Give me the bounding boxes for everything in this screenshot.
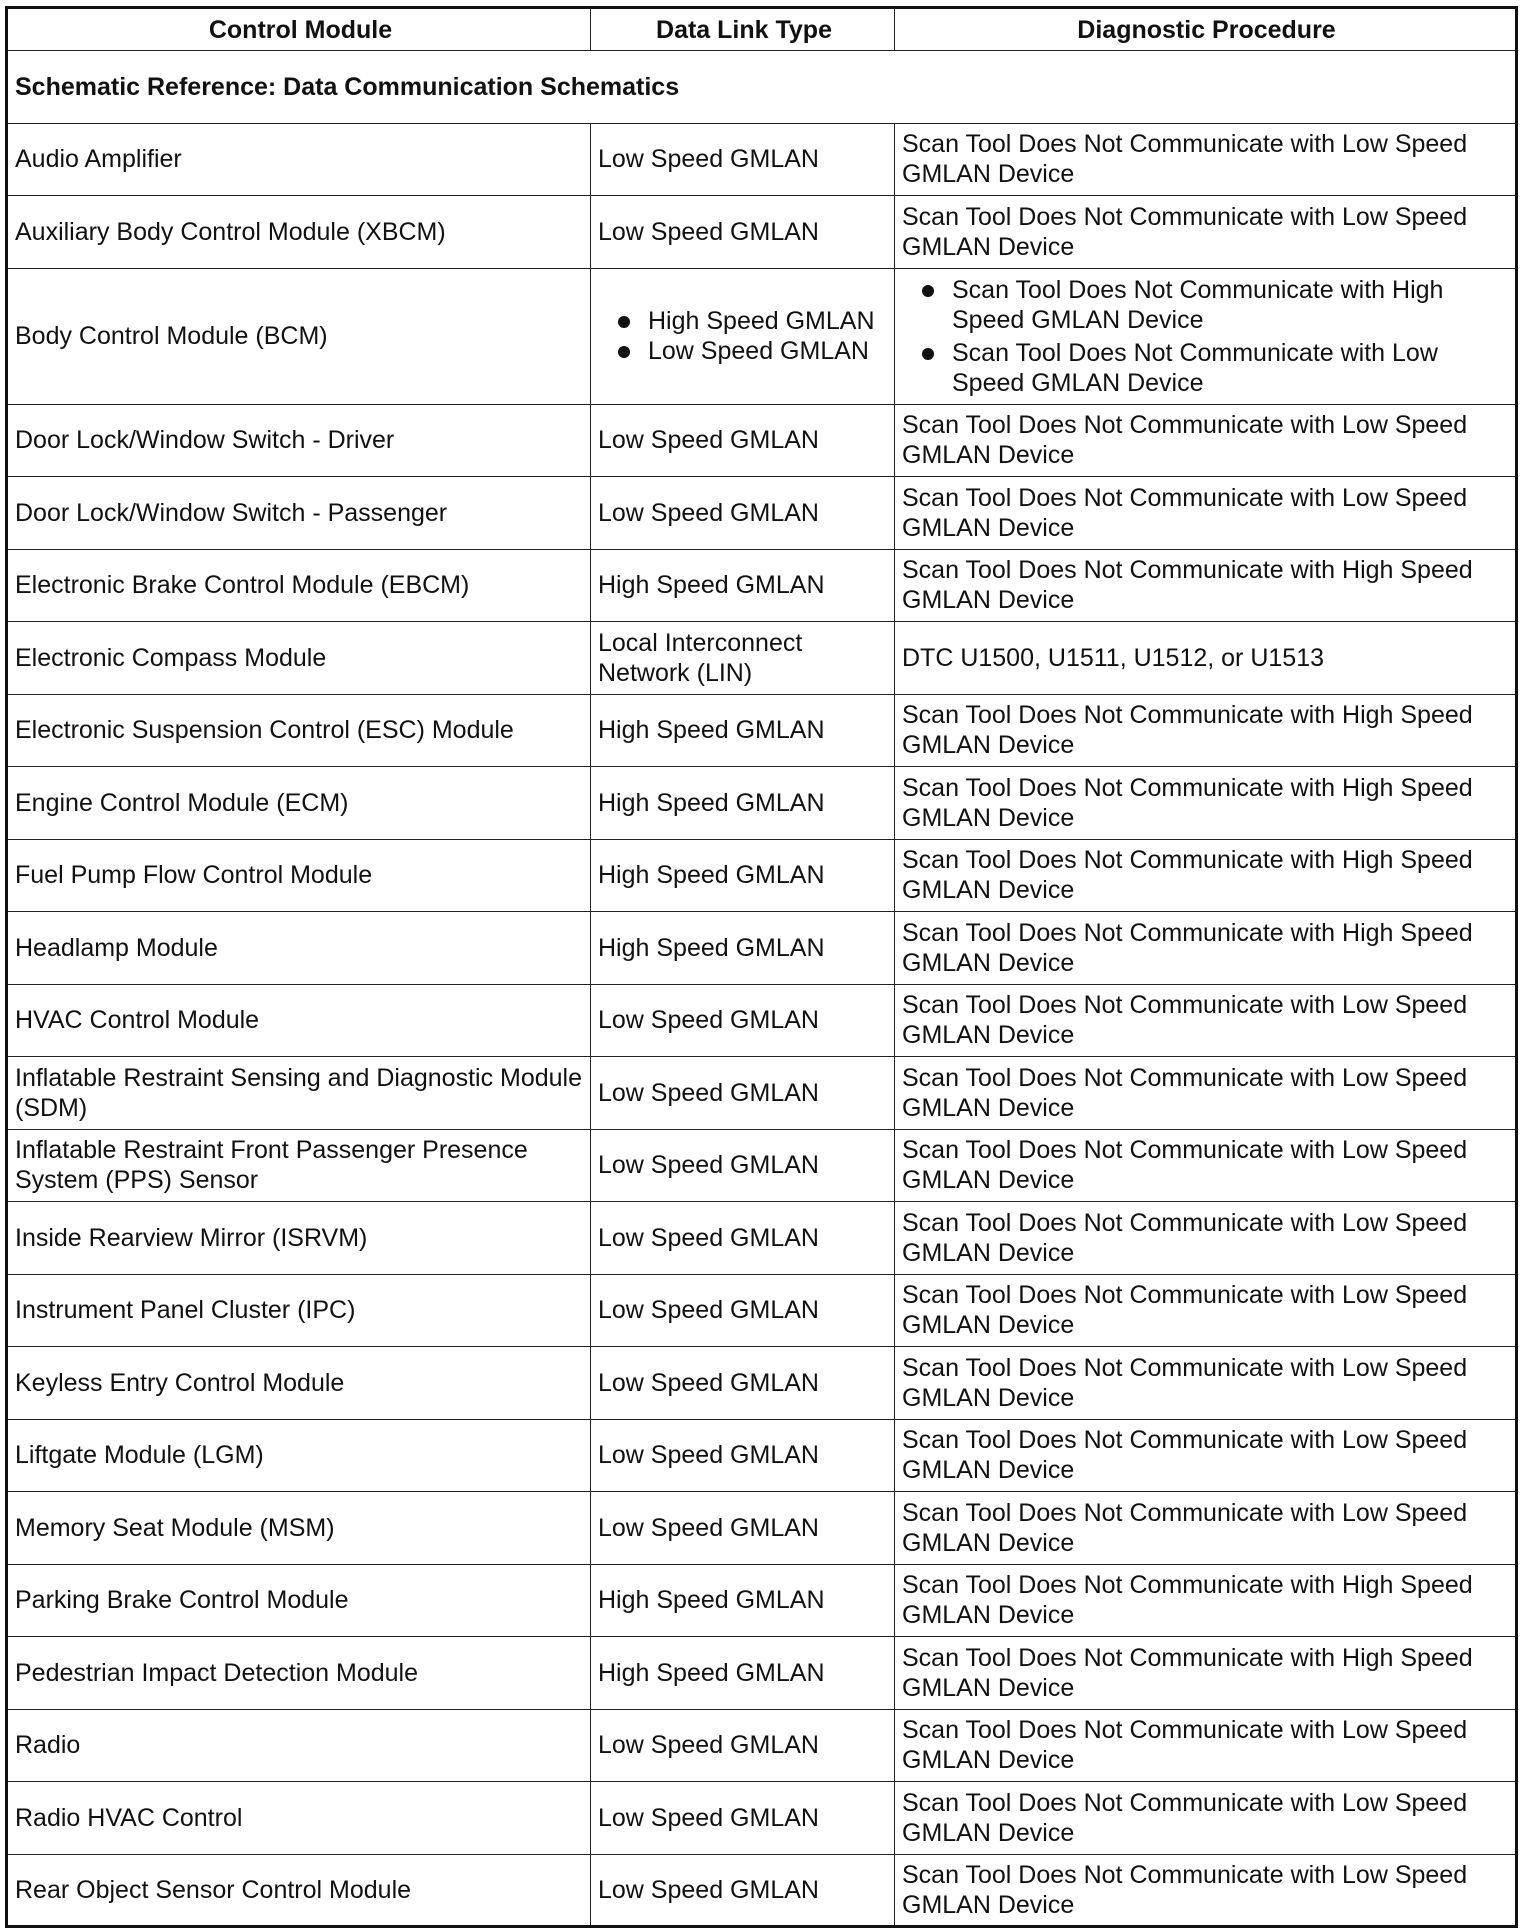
data-link-type-cell: High Speed GMLAN: [591, 1564, 895, 1637]
table-row: [7, 839, 1517, 912]
control-module-cell: Electronic Suspension Control (ESC) Module: [7, 694, 591, 767]
data-link-type-cell: High Speed GMLAN: [591, 694, 895, 767]
diagnostic-procedure-cell: Scan Tool Does Not Communicate with High Speed GMLAN Device: [895, 767, 1517, 840]
table-row: [7, 1492, 1517, 1565]
control-module-cell: Rear Object Sensor Control Module: [7, 1854, 591, 1927]
control-module-cell: Parking Brake Control Module: [7, 1564, 591, 1637]
table-row: [7, 1274, 1517, 1347]
diagnostic-procedure-cell: Scan Tool Does Not Communicate with High Speed GMLAN Device: [895, 912, 1517, 985]
control-module-cell: Audio Amplifier: [7, 123, 591, 196]
control-module-cell: Inflatable Restraint Front Passenger Presence System (PPS) Sensor: [7, 1129, 591, 1202]
table-body: [7, 51, 1517, 1927]
data-link-type-cell: [591, 268, 895, 404]
list-item: Scan Tool Does Not Communicate with Low Speed GMLAN Device: [902, 338, 1511, 398]
data-link-type-cell: Low Speed GMLAN: [591, 1274, 895, 1347]
data-link-type-cell: Low Speed GMLAN: [591, 1129, 895, 1202]
table-row: [7, 1564, 1517, 1637]
table-row: [7, 1637, 1517, 1710]
diagnostic-procedure-cell: Scan Tool Does Not Communicate with Low Speed GMLAN Device: [895, 196, 1517, 269]
control-module-cell: Fuel Pump Flow Control Module: [7, 839, 591, 912]
table-row: [7, 1709, 1517, 1782]
diagnostic-procedure-cell: Scan Tool Does Not Communicate with High Speed GMLAN Device: [895, 1637, 1517, 1710]
table-row: [7, 622, 1517, 695]
control-module-cell: Keyless Entry Control Module: [7, 1347, 591, 1420]
control-module-cell: Door Lock/Window Switch - Driver: [7, 404, 591, 477]
control-module-cell: Inflatable Restraint Sensing and Diagnostic Module (SDM): [7, 1057, 591, 1130]
list-item: Scan Tool Does Not Communicate with High Speed GMLAN Device: [902, 275, 1511, 335]
data-link-type-cell: Low Speed GMLAN: [591, 984, 895, 1057]
data-link-type-cell: High Speed GMLAN: [591, 912, 895, 985]
control-module-cell: Electronic Brake Control Module (EBCM): [7, 549, 591, 622]
diagnostic-procedure-cell: Scan Tool Does Not Communicate with Low Speed GMLAN Device: [895, 1202, 1517, 1275]
diagnostic-procedure-cell: [895, 268, 1517, 404]
data-link-type-cell: Low Speed GMLAN: [591, 1347, 895, 1420]
diagnostic-procedure-cell: Scan Tool Does Not Communicate with Low Speed GMLAN Device: [895, 1419, 1517, 1492]
data-link-type-cell: High Speed GMLAN: [591, 549, 895, 622]
control-module-cell: Door Lock/Window Switch - Passenger: [7, 477, 591, 550]
data-link-type-cell: Low Speed GMLAN: [591, 1782, 895, 1855]
control-module-cell: Auxiliary Body Control Module (XBCM): [7, 196, 591, 269]
diagnostic-procedure-cell: Scan Tool Does Not Communicate with Low Speed GMLAN Device: [895, 1057, 1517, 1130]
diagnostic-procedure-cell: Scan Tool Does Not Communicate with Low Speed GMLAN Device: [895, 1129, 1517, 1202]
diagnostic-procedure-cell: Scan Tool Does Not Communicate with High Speed GMLAN Device: [895, 1564, 1517, 1637]
diagnostic-procedure-cell: Scan Tool Does Not Communicate with Low Speed GMLAN Device: [895, 1854, 1517, 1927]
diagnostic-procedure-cell: Scan Tool Does Not Communicate with High Speed GMLAN Device: [895, 839, 1517, 912]
diagnostic-procedure-list: [902, 275, 1511, 398]
data-link-type-cell: Low Speed GMLAN: [591, 1854, 895, 1927]
header-control-module: Control Module: [7, 8, 591, 51]
control-module-cell: Headlamp Module: [7, 912, 591, 985]
table-row: [7, 1129, 1517, 1202]
control-module-cell: Liftgate Module (LGM): [7, 1419, 591, 1492]
data-link-type-cell: Low Speed GMLAN: [591, 1057, 895, 1130]
table-row: [7, 268, 1517, 404]
diagnostic-procedure-cell: DTC U1500, U1511, U1512, or U1513: [895, 622, 1517, 695]
data-link-type-cell: Low Speed GMLAN: [591, 1419, 895, 1492]
table-row: [7, 1782, 1517, 1855]
diagnostic-procedure-cell: Scan Tool Does Not Communicate with Low Speed GMLAN Device: [895, 984, 1517, 1057]
data-link-type-cell: Low Speed GMLAN: [591, 404, 895, 477]
diagnostic-procedure-cell: Scan Tool Does Not Communicate with Low Speed GMLAN Device: [895, 1782, 1517, 1855]
diagnostic-procedure-cell: Scan Tool Does Not Communicate with Low Speed GMLAN Device: [895, 123, 1517, 196]
table-header-row: [7, 8, 1517, 51]
data-link-type-cell: Local Interconnect Network (LIN): [591, 622, 895, 695]
diagnostic-procedure-cell: Scan Tool Does Not Communicate with Low Speed GMLAN Device: [895, 1709, 1517, 1782]
header-diagnostic-procedure: Diagnostic Procedure: [895, 8, 1517, 51]
header-data-link-type: Data Link Type: [591, 8, 895, 51]
schematic-reference: Schematic Reference: Data Communication Schematics: [7, 51, 1517, 124]
table-row: [7, 123, 1517, 196]
data-link-type-cell: Low Speed GMLAN: [591, 1202, 895, 1275]
data-link-type-cell: Low Speed GMLAN: [591, 123, 895, 196]
diagnostic-procedure-cell: Scan Tool Does Not Communicate with High Speed GMLAN Device: [895, 549, 1517, 622]
table-row: [7, 767, 1517, 840]
control-module-cell: HVAC Control Module: [7, 984, 591, 1057]
diagnostic-procedure-cell: Scan Tool Does Not Communicate with Low Speed GMLAN Device: [895, 1347, 1517, 1420]
table-row: [7, 1057, 1517, 1130]
control-module-cell: Radio HVAC Control: [7, 1782, 591, 1855]
data-link-type-cell: Low Speed GMLAN: [591, 1709, 895, 1782]
data-link-type-list: [598, 306, 890, 366]
control-module-table: [5, 6, 1518, 1928]
data-link-type-cell: High Speed GMLAN: [591, 767, 895, 840]
control-module-cell: Engine Control Module (ECM): [7, 767, 591, 840]
control-module-cell: Instrument Panel Cluster (IPC): [7, 1274, 591, 1347]
control-module-cell: Electronic Compass Module: [7, 622, 591, 695]
table-row: [7, 912, 1517, 985]
control-module-cell: Inside Rearview Mirror (ISRVM): [7, 1202, 591, 1275]
control-module-cell: Memory Seat Module (MSM): [7, 1492, 591, 1565]
control-module-cell: Body Control Module (BCM): [7, 268, 591, 404]
table-row: [7, 477, 1517, 550]
table-row: [7, 1854, 1517, 1927]
control-module-cell: Radio: [7, 1709, 591, 1782]
table-row: [7, 984, 1517, 1057]
data-link-type-cell: High Speed GMLAN: [591, 839, 895, 912]
diagnostic-procedure-cell: Scan Tool Does Not Communicate with High Speed GMLAN Device: [895, 694, 1517, 767]
list-item: Low Speed GMLAN: [598, 336, 890, 366]
data-link-type-cell: Low Speed GMLAN: [591, 1492, 895, 1565]
table-row: [7, 404, 1517, 477]
table-row: [7, 1347, 1517, 1420]
table-row: [7, 694, 1517, 767]
table-row: [7, 196, 1517, 269]
data-link-type-cell: High Speed GMLAN: [591, 1637, 895, 1710]
diagnostic-procedure-cell: Scan Tool Does Not Communicate with Low Speed GMLAN Device: [895, 1492, 1517, 1565]
list-item: High Speed GMLAN: [598, 306, 890, 336]
control-module-cell: Pedestrian Impact Detection Module: [7, 1637, 591, 1710]
diagnostic-procedure-cell: Scan Tool Does Not Communicate with Low Speed GMLAN Device: [895, 477, 1517, 550]
diagnostic-procedure-cell: Scan Tool Does Not Communicate with Low Speed GMLAN Device: [895, 404, 1517, 477]
schematic-reference-row: [7, 51, 1517, 124]
data-link-type-cell: Low Speed GMLAN: [591, 477, 895, 550]
diagnostic-procedure-cell: Scan Tool Does Not Communicate with Low Speed GMLAN Device: [895, 1274, 1517, 1347]
data-link-type-cell: Low Speed GMLAN: [591, 196, 895, 269]
table-row: [7, 549, 1517, 622]
table-row: [7, 1202, 1517, 1275]
table-row: [7, 1419, 1517, 1492]
